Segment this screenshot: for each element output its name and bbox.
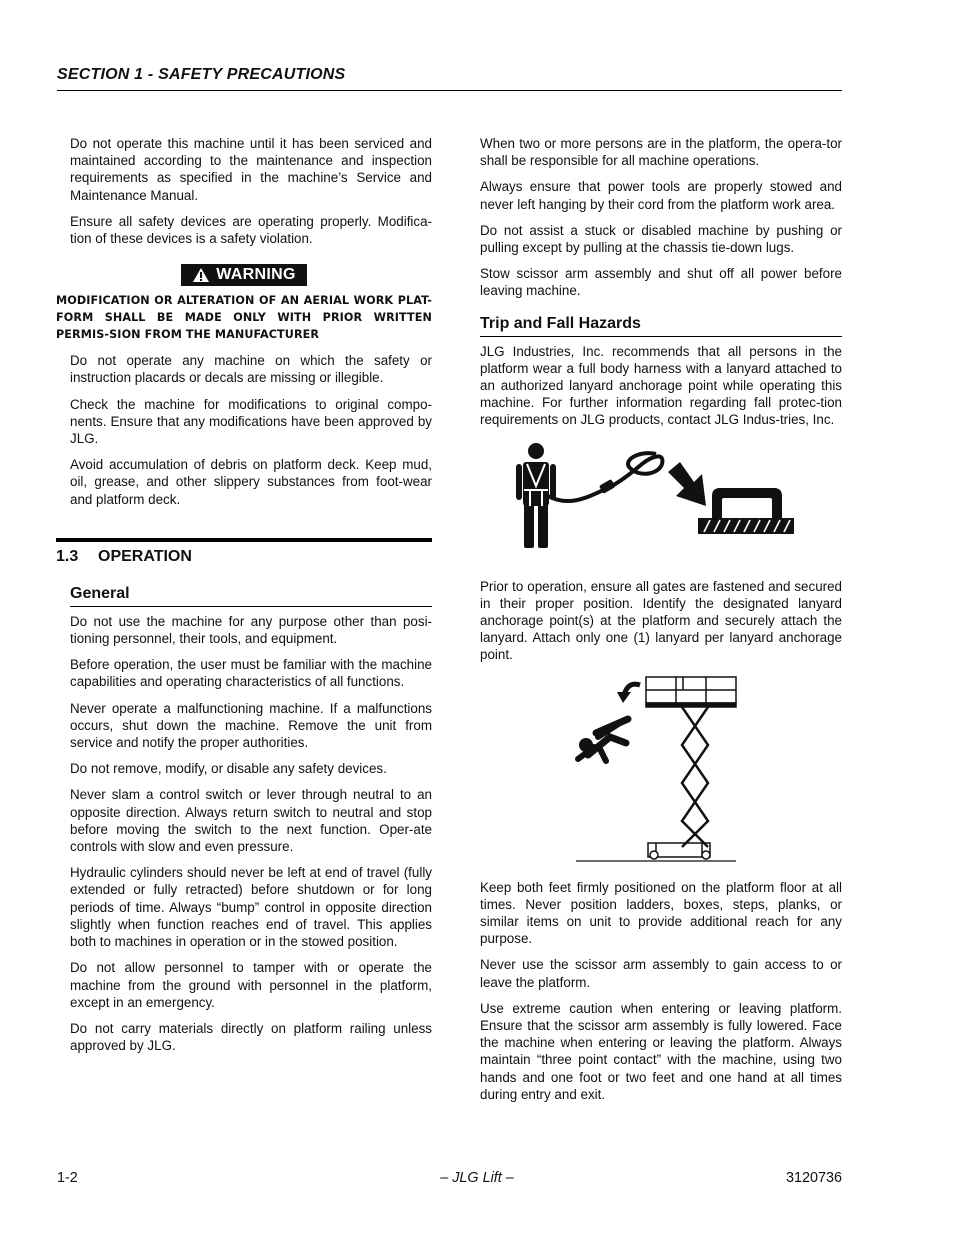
paragraph: Avoid accumulation of debris on platform deck. Keep mud, oil, grease, and other slippery substances from foot-wear and platform deck. [70, 457, 432, 507]
left-column [56, 135, 432, 1063]
paragraph: When two or more persons are in the platform, the opera-tor shall be responsible for all machine operations. [480, 136, 842, 169]
warning-triangle-icon [192, 267, 210, 283]
paragraph: Do not carry materials directly on platform railing unless approved by JLG. [70, 1020, 432, 1054]
paragraph: Ensure all safety devices are operating properly. Modifica-tion of these devices is a safety violation. [70, 213, 432, 247]
subsection-title-general: General [70, 584, 432, 607]
paragraph: Do not operate any machine on which the safety or instruction placards or decals are missing or illegible. [70, 353, 432, 386]
paragraph: Hydraulic cylinders should never be left at end of travel (fully extended or fully retracted) before shutdown or for long periods of time. Always “bump” control in opposite direction slightly when function reaches end of travel. This applies both to machines in operation or in the stowed position. [70, 865, 432, 950]
paragraph: Do not remove, modify, or disable any safety devices. [70, 761, 387, 777]
right-column [480, 135, 842, 1112]
document-number: 3120736 [785, 1170, 842, 1186]
section-title [56, 546, 432, 568]
paragraph: Before operation, the user must be familiar with the machine capabilities and operating characteristics of all functions. [70, 657, 432, 690]
warning-label: WARNING [216, 266, 296, 284]
section-number: 1.3 [56, 547, 79, 565]
paragraph: Do not use the machine for any purpose other than posi-tioning personnel, their tools, and equipment. [70, 613, 432, 647]
paragraph: Always ensure that power tools are properly stowed and never left hanging by their cord from the platform work area. [480, 179, 842, 212]
paragraph: Do not operate this machine until it has been serviced and maintained according to the maintenance and inspection requirements as specified in the machine’s Service and Maintenance Manual. [70, 136, 432, 203]
harness-lanyard-illustration [480, 438, 842, 568]
paragraph: Keep both feet firmly positioned on the platform floor at all times. Never position ladders, boxes, steps, planks, or similar items on unit to provide additional reach for any purpose. [480, 879, 842, 947]
warning-badge [181, 264, 307, 286]
scissor-arms-icon [682, 707, 708, 847]
paragraph: Never operate a malfunctioning machine. If a malfunctions occurs, shut down the machine. Remove the unit from service and notify the proper authorities. [70, 700, 432, 751]
section-rule [56, 538, 432, 542]
paragraph: JLG Industries, Inc. recommends that all persons in the platform wear a full body harness with a lanyard attached to an authorized lanyard anchorage point while operating this machine. For further information regarding fall protec-tion requirements on JLG products, contact JLG Indus-tries, Inc. [480, 343, 842, 428]
scissor-lift-fall-illustration [480, 673, 842, 867]
paragraph: Stow scissor arm assembly and shut off all power before leaving machine. [480, 266, 842, 299]
subsection-title-trip-fall: Trip and Fall Hazards [480, 314, 842, 337]
paragraph: Check the machine for modifications to original compo-nents. Ensure that any modifications have been approved by JLG. [70, 396, 432, 447]
warning-box [56, 264, 432, 343]
footer-center-text: – JLG Lift – [440, 1170, 514, 1186]
falling-person-icon [578, 719, 628, 761]
anchorage-point-icon [698, 488, 794, 534]
section-name: OPERATION [98, 547, 192, 565]
paragraph: Do not allow personnel to tamper with or operate the machine from the ground with personnel in the platform, except in an emergency. [70, 960, 432, 1010]
paragraph: Do not assist a stuck or disabled machine by pushing or pulling except by pulling at the chassis tie-down lugs. [480, 222, 842, 256]
warning-text: MODIFICATION OR ALTERATION OF AN AERIAL WORK PLAT-FORM SHALL BE MADE ONLY WITH PRIOR WRITTEN PERMIS-SION FROM THE MANUFACTURER [56, 294, 432, 342]
paragraph: Prior to operation, ensure all gates are fastened and secured in their proper position. Identify the designated lanyard anchorage point(s) at the platform and securely attach the lanyard. Attach only one (1) lanyard per lanyard anchorage point. [480, 578, 842, 663]
paragraph: Use extreme caution when entering or leaving platform. Ensure that the scissor arm assembly is fully lowered. Face the machine when entering or leaving the platform. Always maintain “three point contact” with the machine, using two hands and one foot or two feet and one hand at all times during entry and exit. [480, 1000, 842, 1102]
lift-base-icon [648, 843, 710, 859]
paragraph: Never slam a control switch or lever through neutral to an opposite direction. Always return switch to neutral and stop before moving the switch to the next function. Oper-ate controls with slow and even pressure. [70, 787, 432, 855]
lanyard-icon [548, 453, 662, 501]
paragraph: Never use the scissor arm assembly to gain access to or leave the platform. [480, 957, 842, 990]
arrow-icon [668, 462, 706, 506]
platform-icon [646, 677, 736, 707]
page-number: 1-2 [57, 1170, 78, 1186]
header-rule [57, 90, 842, 91]
section-header: SECTION 1 - SAFETY PRECAUTIONS [57, 66, 346, 83]
